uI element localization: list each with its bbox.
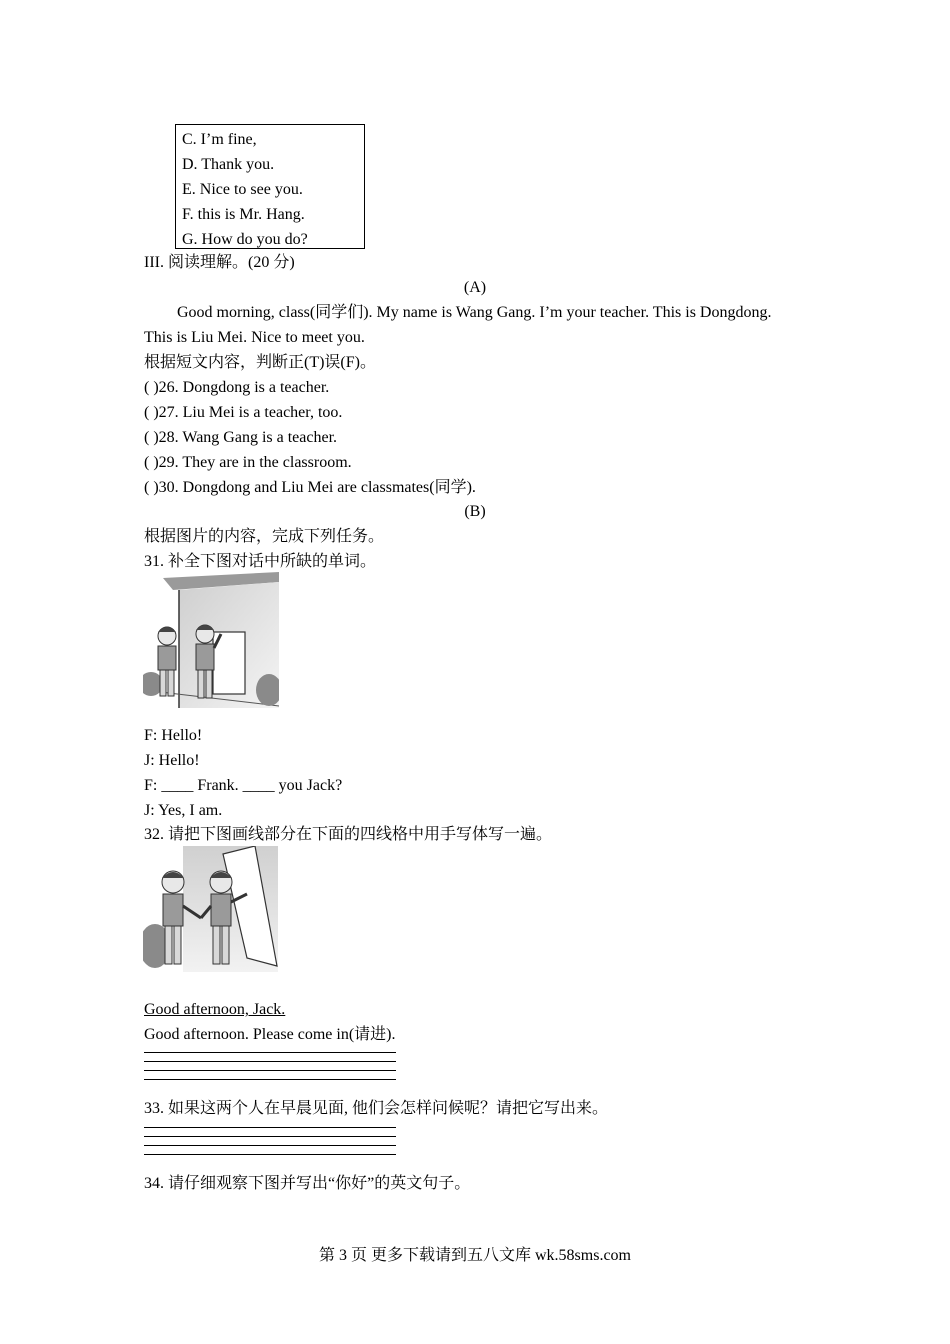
passage-line-2: This is Liu Mei. Nice to meet you.	[144, 329, 365, 346]
question-33: 33. 如果这两个人在早晨见面, 他们会怎样问候呢？请把它写出来。	[144, 1100, 609, 1117]
question-30: ( )30. Dongdong and Liu Mei are classmates(同学).	[144, 479, 476, 496]
option-f: F. this is Mr. Hang.	[182, 206, 305, 223]
options-box	[175, 124, 365, 249]
option-e: E. Nice to see you.	[182, 181, 303, 198]
four-line-grid-1[interactable]	[144, 1052, 396, 1088]
four-line-grid-2[interactable]	[144, 1127, 396, 1163]
question-29: ( )29. They are in the classroom.	[144, 454, 352, 471]
dialog-line-3: F: ____ Frank. ____ you Jack?	[144, 777, 343, 794]
part-b-instruction: 根据图片的内容，完成下列任务。	[144, 528, 385, 545]
page-footer: 第 3 页 更多下载请到五八文库 wk.58sms.com	[318, 1247, 631, 1264]
option-c: C. I’m fine,	[182, 131, 257, 148]
question-32: 32. 请把下图画线部分在下面的四线格中用手写体写一遍。	[144, 826, 553, 843]
dialog-line-2: J: Hello!	[144, 752, 200, 769]
passage-line-1: Good morning, class(同学们). My name is Wang Gang. I’m your teacher. This is Dongdong.	[177, 304, 772, 321]
dialog-line-1: F: Hello!	[144, 727, 203, 744]
part-a-label: (A)	[463, 279, 487, 296]
part-b-label: (B)	[464, 503, 486, 520]
question-34: 34. 请仔细观察下图并写出“你好”的英文句子。	[144, 1175, 471, 1192]
question-27: ( )27. Liu Mei is a teacher, too.	[144, 404, 343, 421]
question-31: 31. 补全下图对话中所缺的单词。	[144, 553, 377, 570]
greeting-illustration-2	[143, 846, 278, 972]
question-28: ( )28. Wang Gang is a teacher.	[144, 429, 338, 446]
part-a-instruction: 根据短文内容，判断正(T)误(F)。	[144, 354, 376, 371]
greeting-illustration-1	[143, 572, 279, 708]
dialog-line-4: J: Yes, I am.	[144, 802, 223, 819]
question-26: ( )26. Dongdong is a teacher.	[144, 379, 330, 396]
underlined-sentence: Good afternoon, Jack.	[144, 1001, 286, 1018]
section-heading: III. 阅读理解。(20 分)	[144, 254, 295, 271]
option-g: G. How do you do?	[182, 231, 308, 248]
reply-sentence: Good afternoon. Please come in(请进).	[144, 1026, 396, 1043]
option-d: D. Thank you.	[182, 156, 275, 173]
